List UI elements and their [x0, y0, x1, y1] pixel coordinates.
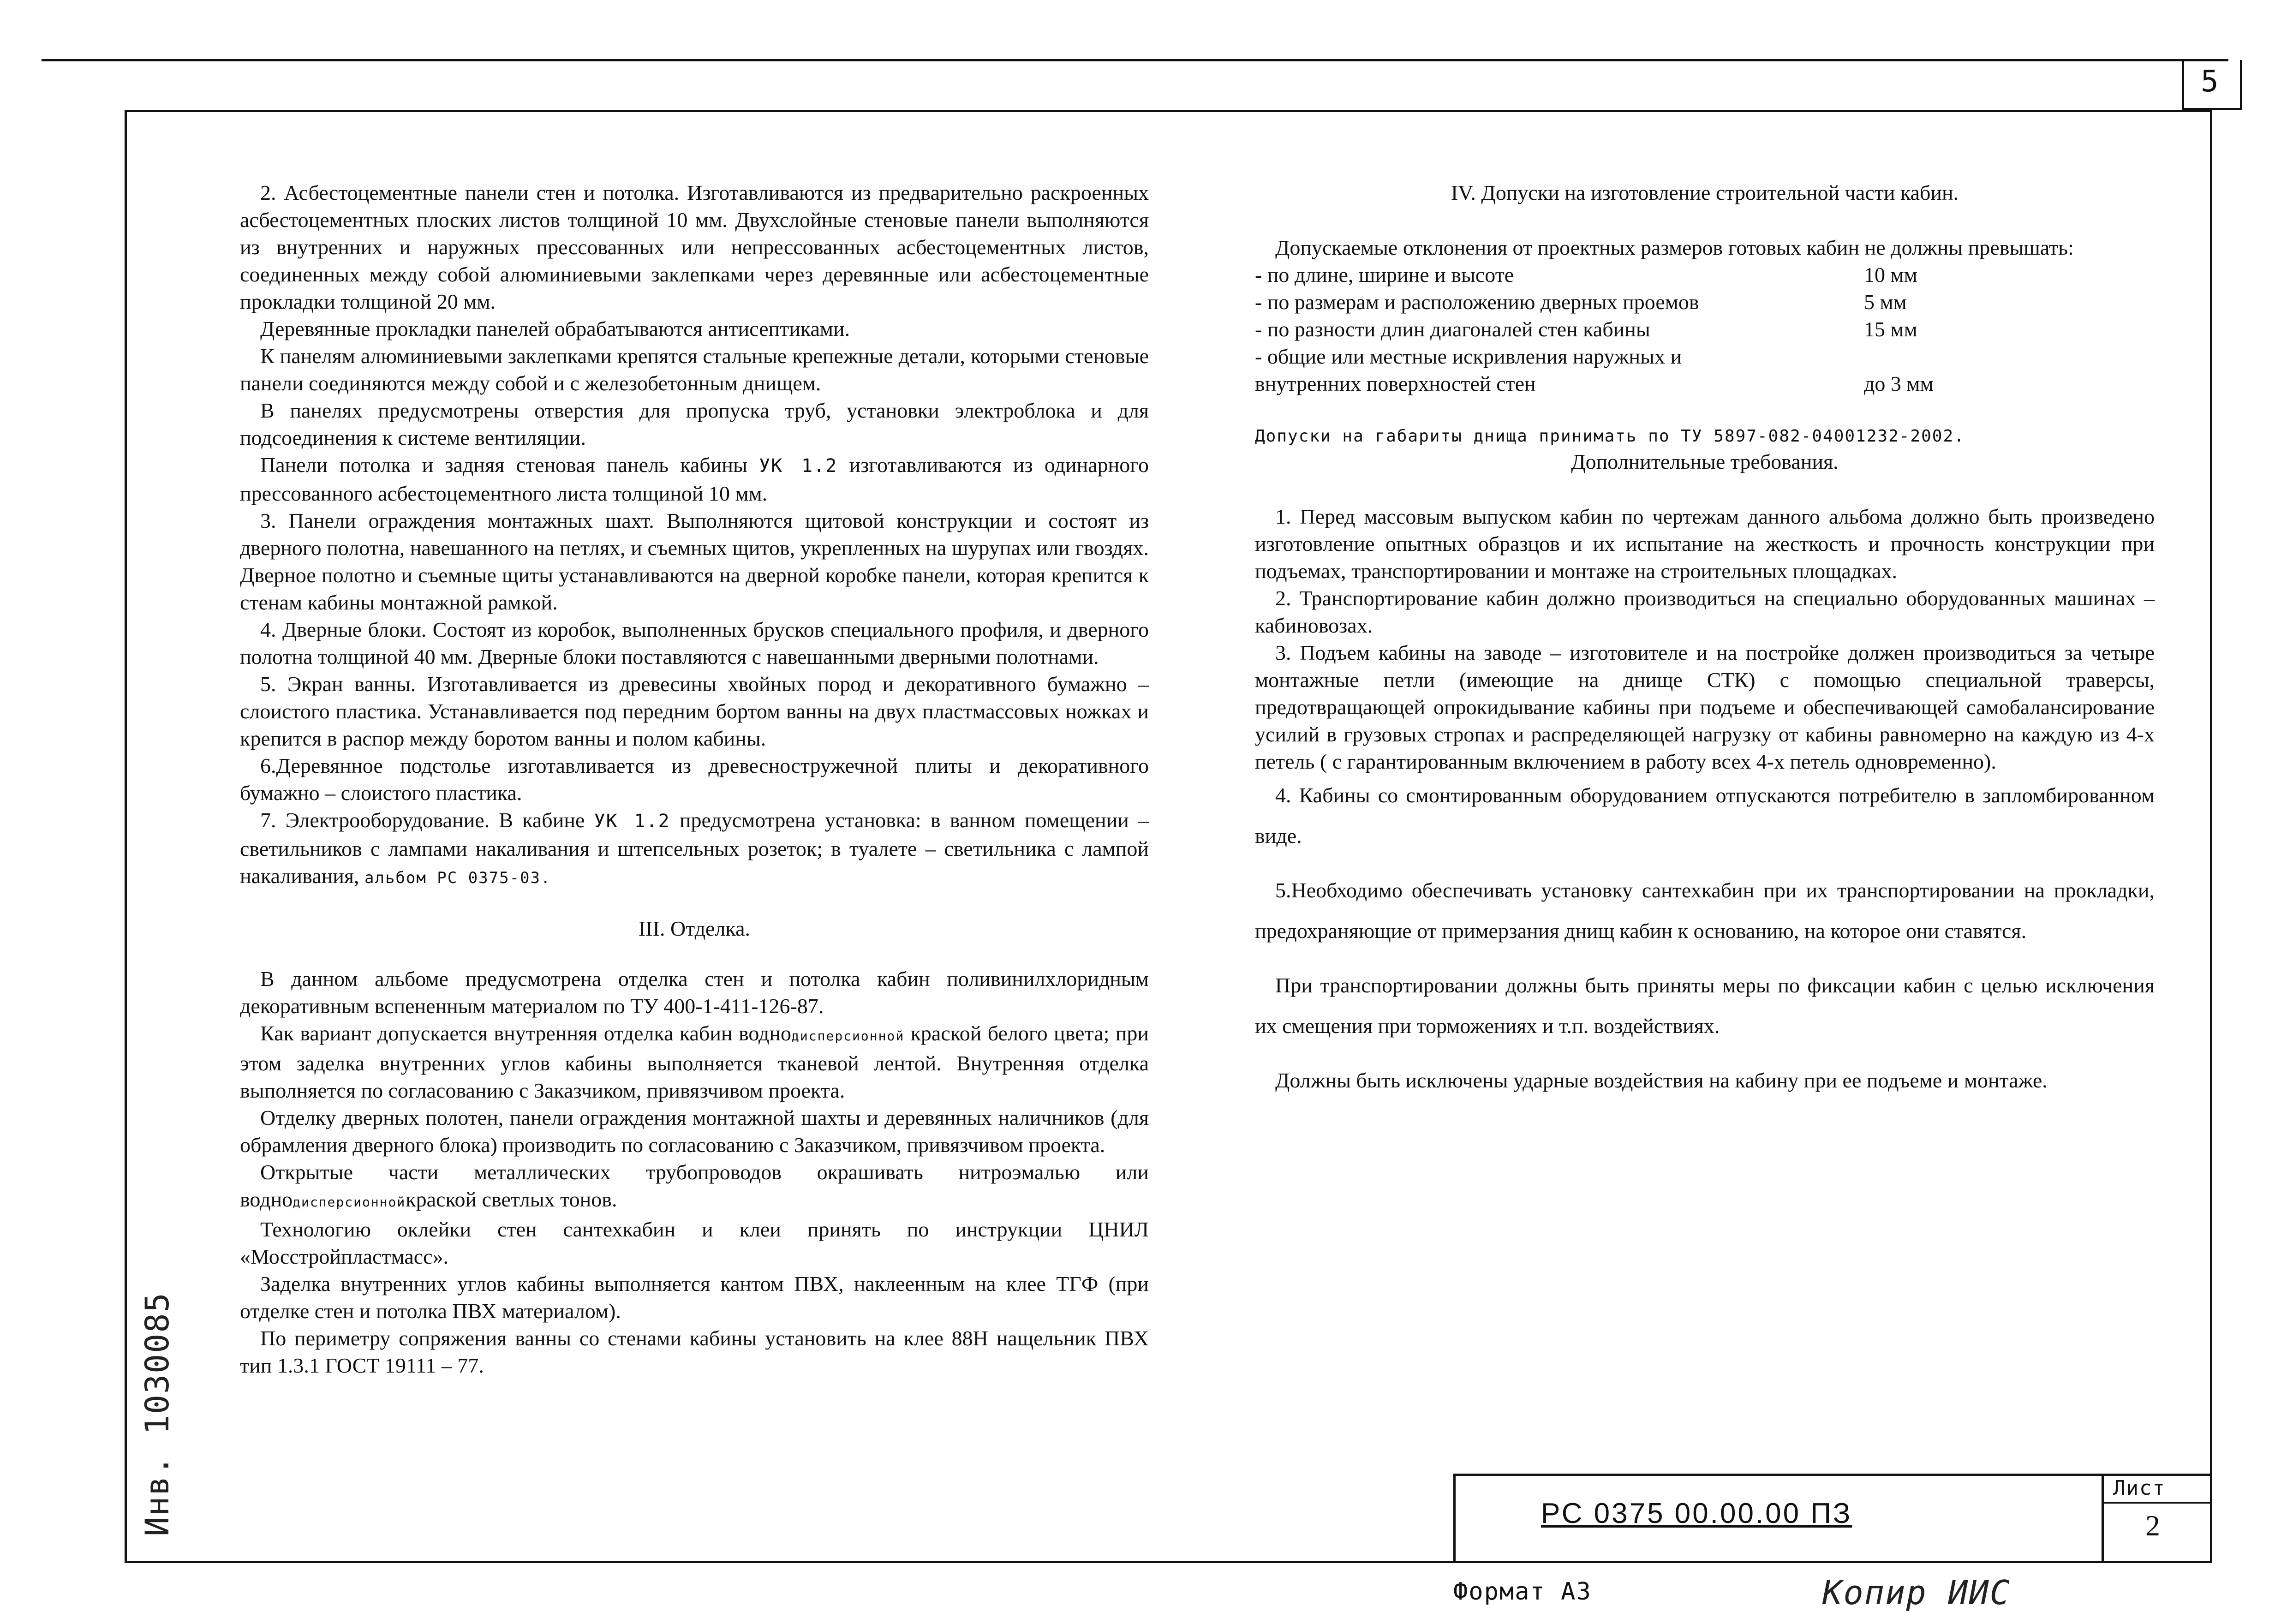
margin-inventory-number: Инв. 1030085: [138, 1292, 176, 1536]
corner-box-left: [2182, 60, 2184, 110]
corner-box-right: [2240, 60, 2242, 110]
para-ceiling-panels-a: Панели потолка и задняя стеновая панель кабины: [260, 453, 747, 477]
top-rule: [42, 59, 2228, 61]
tolerance-row: [1255, 316, 2155, 343]
tolerance-label: внутренних поверхностей стен: [1255, 372, 1536, 395]
tolerance-value: 10 мм: [1864, 263, 1917, 287]
para-electrical-b: предусмотрена установка: в ванном помещении – светильников с лампами накаливания и штепсельных розеток; в туалете – светильника с лампой накаливания,: [240, 808, 1149, 888]
stamp-sheet-divider: [2102, 1502, 2212, 1504]
tolerance-row: [1255, 370, 2155, 397]
handwritten-uk12: УК 1.2: [759, 455, 838, 477]
req-no-impacts: Должны быть исключены ударные воздействия на кабину при ее подъеме и монтаже.: [1275, 1069, 2048, 1092]
tolerance-row: [1255, 261, 2155, 288]
handwritten-dispersion: дисперсионной: [791, 1028, 905, 1044]
para-electrical-a: 7. Электрооборудование. В кабине: [260, 808, 585, 832]
para-door-blocks: 4. Дверные блоки. Состоят из коробок, выполненных брусков специального профиля, и дверного полотна толщиной 40 мм. Дверные блоки поставляются с навешанными дверными полотнами.: [240, 618, 1149, 669]
para-asbestos-panels: 2. Асбестоцементные панели стен и потолка. Изготавливаются из предварительно раскроенных асбестоцементных плоских листов толщиной 10 мм. Двухслойные стеновые панели выполняются из внутренних и наружных прессованных или непрессованных асбестоцементных листов, соединенных между собой алюминиевыми заклепками через деревянные или асбестоцементные прокладки толщиной 20 мм.: [240, 181, 1149, 313]
sheet-label: Лист: [2113, 1476, 2166, 1500]
para-bath-screen: 5. Экран ванны. Изготавливается из древесины хвойных пород и декоративного бумажно – слоистого пластика. Устанавливается под передним бортом ванны на двух пластмассовых ножках и крепится в распор между боротом ванны и полом кабины.: [240, 672, 1149, 750]
corner-box-bottom: [2182, 108, 2242, 110]
handwritten-album-ref: альбом РС 0375-03.: [364, 869, 551, 887]
req-sealed: 4. Кабины со смонтированным оборудованием отпускаются потребителю в запломбированном виде.: [1255, 783, 2155, 848]
right-column: [1255, 179, 2155, 1115]
format-label: Формат А3: [1453, 1578, 1592, 1606]
frame-right: [2210, 110, 2212, 1563]
req-transport: 2. Транспортирование кабин должно производиться на специально оборудованных машинах – кабиновозах.: [1255, 586, 2155, 637]
para-paint-variant-a: Как вариант допускается внутренняя отделка кабин водно: [260, 1021, 792, 1045]
frame-top: [127, 110, 2212, 112]
additional-requirements-title: Дополнительные требования.: [1571, 450, 1839, 473]
stamp-left: [1453, 1474, 1456, 1561]
tolerance-value: 15 мм: [1864, 317, 1917, 341]
handwritten-dispersion-b: дисперсионной: [293, 1194, 406, 1210]
para-gluing: Технологию оклейки стен сантехкабин и клеи принять по инструкции ЦНИЛ «Мосстройпластмасс».: [240, 1218, 1149, 1268]
para-electrical: [240, 806, 1149, 892]
tolerance-row: [1255, 343, 2155, 370]
handwritten-uk12-b: УК 1.2: [594, 811, 670, 832]
left-column: [240, 179, 1149, 1379]
para-pvc-finish: В данном альбоме предусмотрена отделка стен и потолка кабин поливинилхлоридным декоративным вспененным материалом по ТУ 400-1-411-126-87.: [240, 967, 1149, 1018]
para-pipes-a: Открытые части металлических трубопроводов окрашивать нитроэмалью или водно: [240, 1160, 1149, 1211]
section-finishing-title: III. Отделка.: [638, 917, 751, 940]
para-openings: В панелях предусмотрены отверстия для пропуска труб, установки электроблока и для подсоединения к системе вентиляции.: [240, 399, 1149, 449]
tolerance-label: - по длине, ширине и высоте: [1255, 263, 1514, 287]
tolerance-label: - по размерам и расположению дверных проемов: [1255, 290, 1699, 314]
section-tolerances-title: IV. Допуски на изготовление строительной части кабин.: [1451, 181, 1959, 204]
para-bath-seal: По периметру сопряжения ванны со стенами кабины установить на клее 88Н нащельник ПВХ тип 1.3.1 ГОСТ 19111 – 77.: [240, 1326, 1149, 1377]
tolerances-intro: Допускаемые отклонения от проектных размеров готовых кабин не должны превышать:: [1275, 236, 2074, 259]
para-paint-variant-b: краской белого цвета; при этом заделка внутренних углов кабины выполняется тканевой лентой. Внутренняя отделка выполняется по согласованию с Заказчиком, привязчивом проекта.: [240, 1021, 1149, 1102]
para-fasteners: К панелям алюминиевыми заклепками крепятся стальные крепежные детали, которыми стеновые панели соединяются между собой и с железобетонным днищем.: [240, 344, 1149, 395]
handwritten-bottom-tolerance-note: Допуски на габариты днища принимать по ТУ 5897-082-04001232-2002.: [1255, 427, 1965, 446]
copier-signature: Копир ИИС: [1822, 1573, 2011, 1612]
stamp-top: [1453, 1474, 2212, 1476]
para-paint-variant: [240, 1020, 1149, 1104]
tolerance-label: - по разности длин диагоналей стен кабины: [1255, 317, 1650, 341]
tolerance-value: 5 мм: [1864, 290, 1907, 314]
para-sink-stand: 6.Деревянное подстолье изготавливается из древесностружечной плиты и декоративного бумажно – слоистого пластика.: [240, 754, 1149, 805]
para-pipes: [240, 1158, 1149, 1216]
stamp-divider: [2102, 1474, 2104, 1561]
para-pipes-b: краской светлых тонов.: [406, 1188, 617, 1211]
tolerance-value: до 3 мм: [1864, 372, 1934, 395]
tolerance-row: [1255, 288, 2155, 316]
corner-sheet-number: 5: [2201, 65, 2220, 99]
frame-bottom: [127, 1561, 2212, 1563]
frame-left: [125, 110, 127, 1563]
doc-code: РС 0375 00.00.00 ПЗ: [1541, 1498, 1852, 1529]
sheet-number: 2: [2145, 1509, 2160, 1542]
req-prototype: 1. Перед массовым выпуском кабин по чертежам данного альбома должно быть произведено изготовление опытных образцов и их испытание на жесткость и прочность конструкции при подъемах, транспортировании и монтаже на строительных площадках.: [1255, 505, 2155, 583]
para-door-finish: Отделку дверных полотен, панели ограждения монтажной шахты и деревянных наличников (для обрамления дверного блока) производить по согласованию с Заказчиком, привязчивом проекта.: [240, 1106, 1149, 1157]
req-fixing: При транспортировании должны быть приняты меры по фиксации кабин с целью исключения их смещения при торможениях и т.п. воздействиях.: [1255, 973, 2155, 1038]
req-pads: 5.Необходимо обеспечивать установку сантехкабин при их транспортировании на прокладки, предохраняющие от примерзания днищ кабин к основанию, на которое они ставятся.: [1255, 878, 2155, 943]
para-shaft-panels: 3. Панели ограждения монтажных шахт. Выполняются щитовой конструкции и состоят из дверного полотна, навешанного на петлях, и съемных щитов, укрепленных на шурупах или гвоздях. Дверное полотно и съемные щиты устанавливаются на дверной коробке панели, которая крепится к стенам кабины монтажной рамкой.: [240, 509, 1149, 614]
tolerance-label: - общие или местные искривления наружных и: [1255, 345, 1682, 368]
para-corner-trim: Заделка внутренних углов кабины выполняется кантом ПВХ, наклеенным на клее ТГФ (при отделке стен и потолка ПВХ материалом).: [240, 1272, 1149, 1323]
para-wood-pads: Деревянные прокладки панелей обрабатываются антисептиками.: [260, 317, 850, 340]
req-lifting: 3. Подъем кабины на заводе – изготовителе и на постройке должен производиться за четыре монтажные петли (имеющие на днище СТК) с помощью специальной траверсы, предотвращающей опрокидывание кабины при подъеме и обеспечивающей самобалансирование усилий в грузовых стропах и распределяющей нагрузку от кабины равномерно на каждую из 4-х петель ( с гарантированным включением в работу всех 4-х петель одновременно).: [1255, 641, 2155, 773]
para-ceiling-panels: [240, 451, 1149, 507]
para-ceiling-panels-b: изготавливаются из одинарного прессованного асбестоцементного листа толщиной 10 мм.: [240, 453, 1149, 505]
